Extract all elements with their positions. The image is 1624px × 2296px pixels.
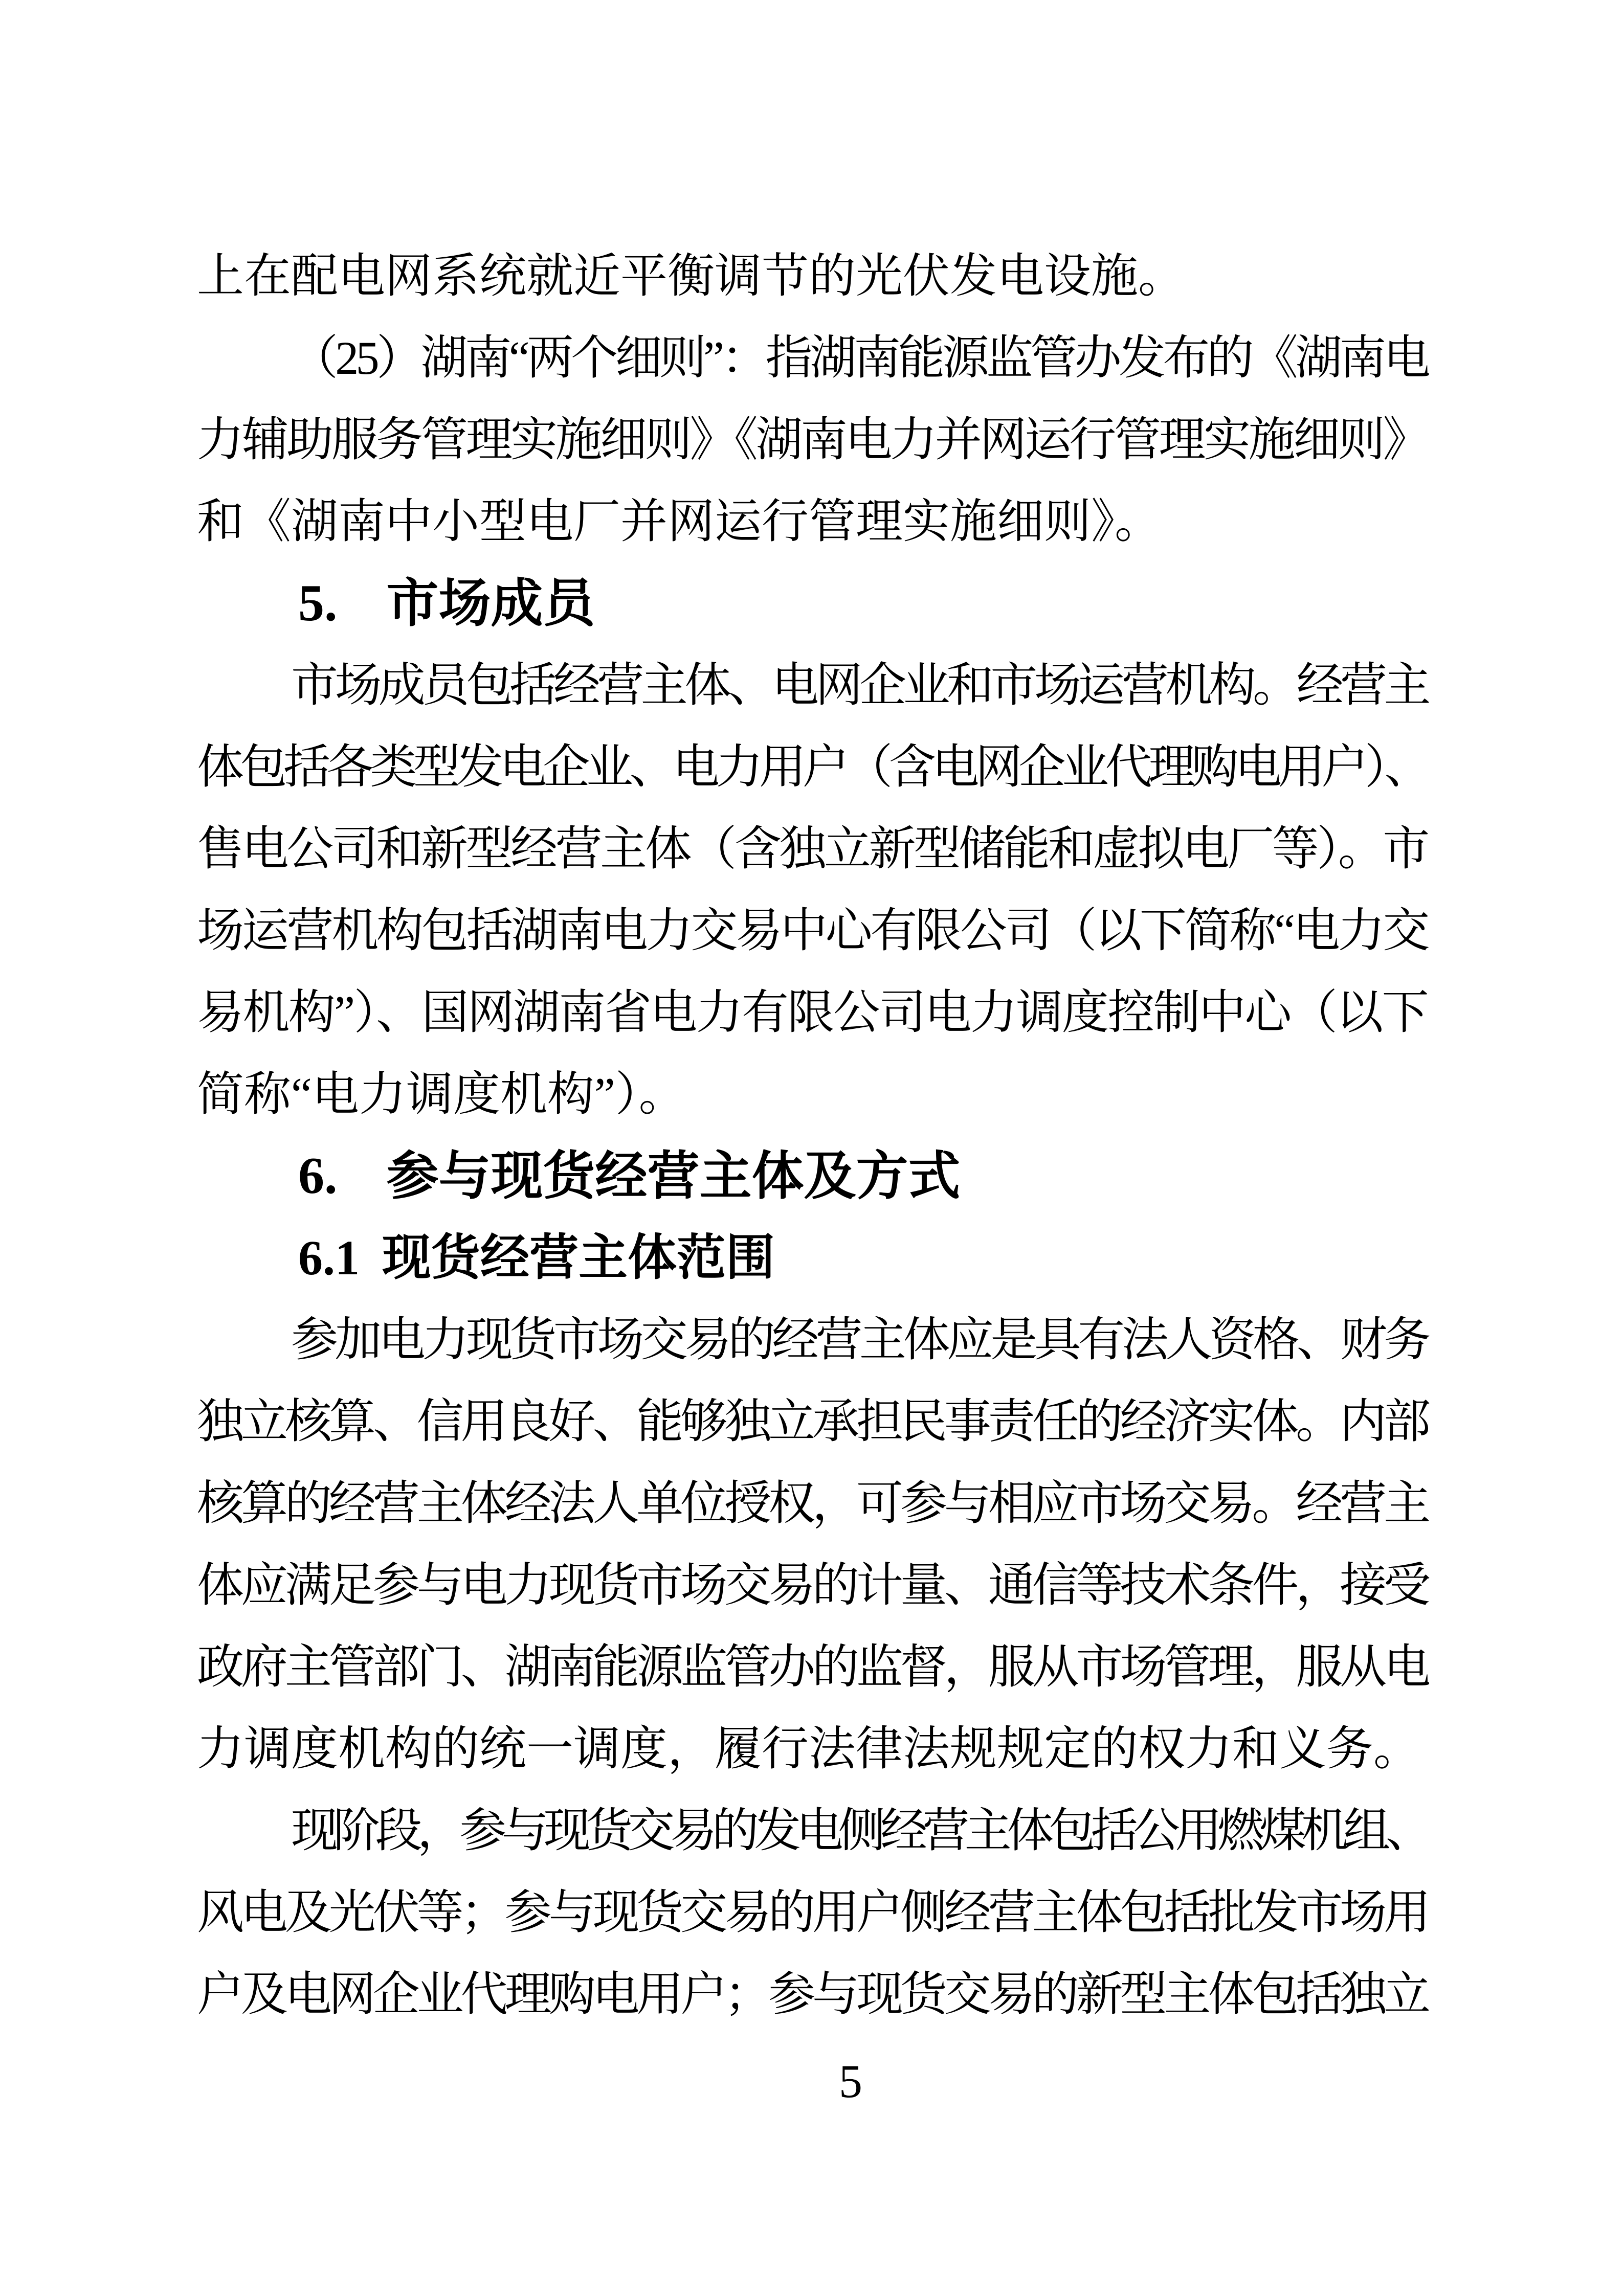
page-number: 5	[839, 2055, 862, 2107]
text-line	[197, 235, 1428, 317]
line-text: 市场成员包括经营主体、电网企业和市场运营机构。经营主	[291, 659, 1428, 711]
section-heading	[197, 562, 1428, 644]
heading-text: 现货经营主体范围	[382, 1230, 775, 1285]
line-text: （25）湖南“两个细则”：指湖南能源监管办发布的《湖南电	[291, 332, 1428, 384]
text-line	[197, 481, 1428, 562]
subsection-heading	[197, 1217, 1428, 1299]
line-text: 上在配电网系统就近平衡调节的光伏发电设施。	[197, 250, 1186, 302]
line-text: 核算的经营主体经法人单位授权，可参与相应市场交易。经营主	[197, 1477, 1428, 1529]
line-text: 参加电力现货市场交易的经营主体应是具有法人资格、财务	[291, 1314, 1428, 1366]
text-line	[197, 1953, 1428, 2035]
text-line	[197, 317, 1428, 399]
text-line	[197, 1053, 1428, 1135]
line-text: 独立核算、信用良好、能够独立承担民事责任的经济实体。内部	[197, 1395, 1428, 1448]
text-line	[197, 1381, 1428, 1462]
text-line	[197, 1626, 1428, 1708]
line-text: 政府主管部门、湖南能源监管办的监督，服从市场管理，服从电	[197, 1641, 1428, 1693]
heading-number: 6.1	[298, 1230, 360, 1285]
text-line	[197, 1790, 1428, 1872]
line-text: 易机构”）、国网湖南省电力有限公司电力调度控制中心（以下	[197, 986, 1428, 1039]
line-text: 现阶段，参与现货交易的发电侧经营主体包括公用燃煤机组、	[291, 1805, 1428, 1857]
text-line	[197, 1299, 1428, 1381]
text-line	[197, 1544, 1428, 1626]
text-line	[197, 890, 1428, 972]
section-heading	[197, 1135, 1428, 1217]
line-text: 售电公司和新型经营主体（含独立新型储能和虚拟电厂等）。市	[197, 823, 1428, 875]
line-text: 简称“电力调度机构”）。	[197, 1068, 686, 1120]
document-body	[197, 235, 1428, 2035]
line-text: 户及电网企业代理购电用户；参与现货交易的新型主体包括独立	[197, 1968, 1428, 2020]
text-line	[197, 1872, 1428, 1953]
line-text: 和《湖南中小型电厂并网运行管理实施细则》。	[197, 496, 1162, 548]
line-text: 体包括各类型发电企业、电力用户（含电网企业代理购电用户）、	[197, 741, 1428, 793]
text-line	[197, 972, 1428, 1053]
heading-text: 市场成员	[386, 574, 595, 633]
line-text: 场运营机构包括湖南电力交易中心有限公司（以下简称“电力交	[197, 905, 1428, 957]
heading-number: 6.	[298, 1147, 338, 1205]
line-text: 力调度机构的统一调度，履行法律法规规定的权力和义务。	[197, 1723, 1421, 1775]
heading-text: 参与现货经营主体及方式	[386, 1147, 961, 1205]
line-text: 力辅助服务管理实施细则》《湖南电力并网运行管理实施细则》	[197, 414, 1428, 466]
text-line	[197, 808, 1428, 890]
line-text: 风电及光伏等；参与现货交易的用户侧经营主体包括批发市场用	[197, 1886, 1428, 1939]
heading-number: 5.	[298, 574, 338, 632]
page-footer	[197, 2040, 1428, 2122]
text-line	[197, 644, 1428, 726]
text-line	[197, 399, 1428, 481]
text-line	[197, 1708, 1428, 1790]
text-line	[197, 726, 1428, 808]
line-text: 体应满足参与电力现货市场交易的计量、通信等技术条件，接受	[197, 1559, 1428, 1611]
text-line	[197, 1462, 1428, 1544]
